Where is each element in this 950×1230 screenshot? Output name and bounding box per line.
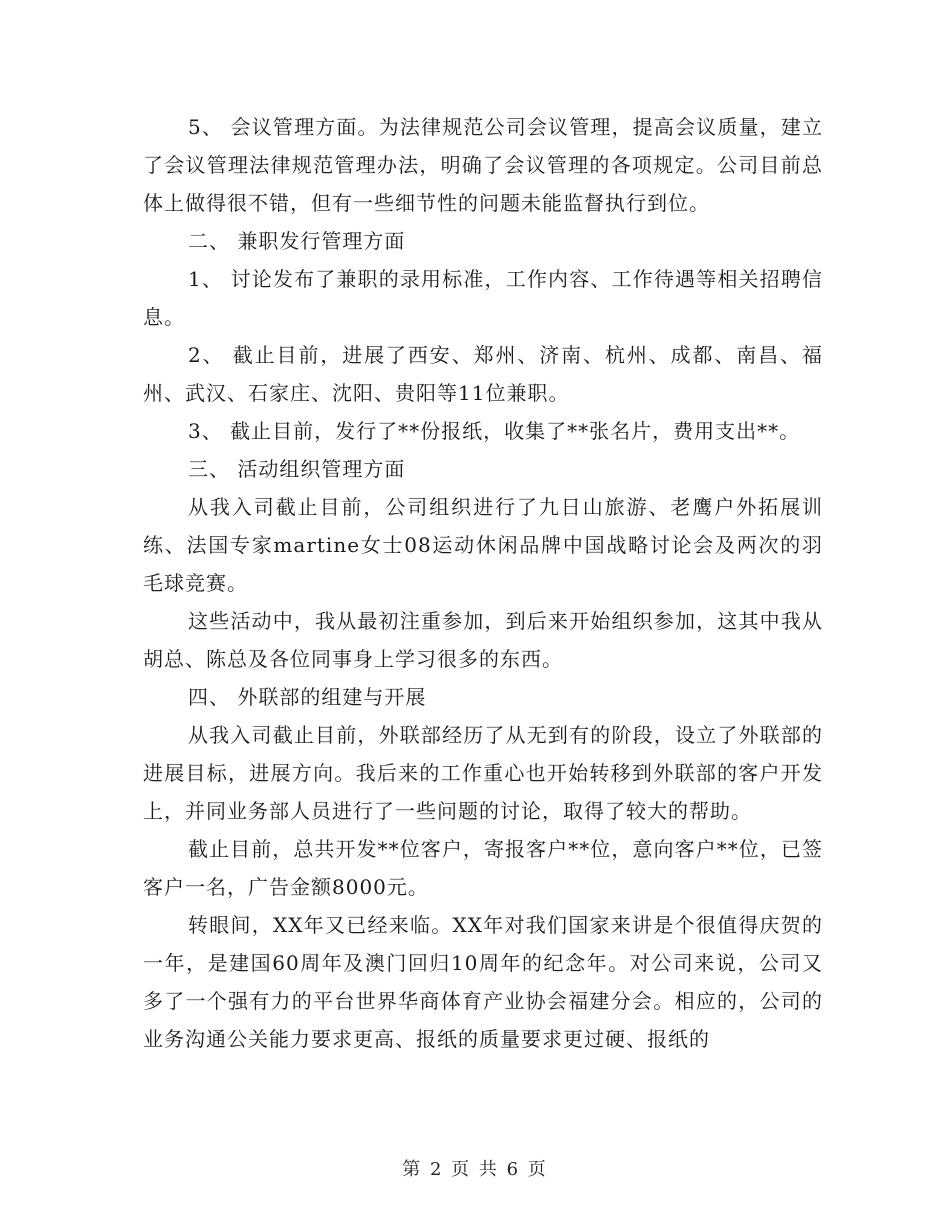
heading-activity-organization: 三、 活动组织管理方面: [188, 457, 406, 481]
paragraph-meeting-management: 5、 会议管理方面。为法律规范公司会议管理，提高会议质量，建立了会议管理法律规范管理办法，明确了会议管理的各项规定。公司目前总体上做得很不错，但有一些细节性的问题未能监督执行到位。: [143, 115, 823, 215]
page-number-footer: 第 2 页 共 6 页: [402, 1159, 548, 1180]
paragraph-part-time-cities: 2、 截止目前，进展了西安、郑州、济南、杭州、成都、南昌、福州、武汉、石家庄、沈阳、贵阳等11位兼职。: [143, 343, 823, 405]
paragraph-new-year-outlook: 转眼间，XX年又已经来临。XX年对我们国家来讲是个很值得庆贺的一年，是建国60周年及澳门回归10周年的纪念年。对公司来说，公司又多了一个强有力的平台世界华商体育产业协会福建分会。相应的，公司的业务沟通公关能力要求更高、报纸的质量要求更过硬、报纸的: [143, 913, 823, 1051]
paragraph-recruitment-info: 1、 讨论发布了兼职的录用标准，工作内容、工作待遇等相关招聘信息。: [143, 267, 823, 329]
paragraph-company-activities: 从我入司截止目前，公司组织进行了九日山旅游、老鹰户外拓展训练、法国专家martine女士08运动休闲品牌中国战略讨论会及两次的羽毛球竞赛。: [143, 495, 823, 595]
paragraph-client-stats: 截止目前，总共开发**位客户，寄报客户**位，意向客户**位，已签客户一名，广告金额8000元。: [143, 837, 823, 899]
paragraph-distribution-stats: 3、 截止目前，发行了**份报纸，收集了**张名片，费用支出**。: [188, 419, 801, 443]
document-body: [143, 108, 823, 1058]
heading-external-relations: 四、 外联部的组建与开展: [188, 685, 427, 709]
paragraph-activity-learning: 这些活动中，我从最初注重参加，到后来开始组织参加，这其中我从胡总、陈总及各位同事身上学习很多的东西。: [143, 609, 823, 671]
heading-part-time-distribution: 二、 兼职发行管理方面: [188, 229, 406, 253]
paragraph-external-relations-development: 从我入司截止目前，外联部经历了从无到有的阶段，设立了外联部的进展目标，进展方向。我后来的工作重心也开始转移到外联部的客户开发上，并同业务部人员进行了一些问题的讨论，取得了较大的帮助。: [143, 723, 823, 823]
